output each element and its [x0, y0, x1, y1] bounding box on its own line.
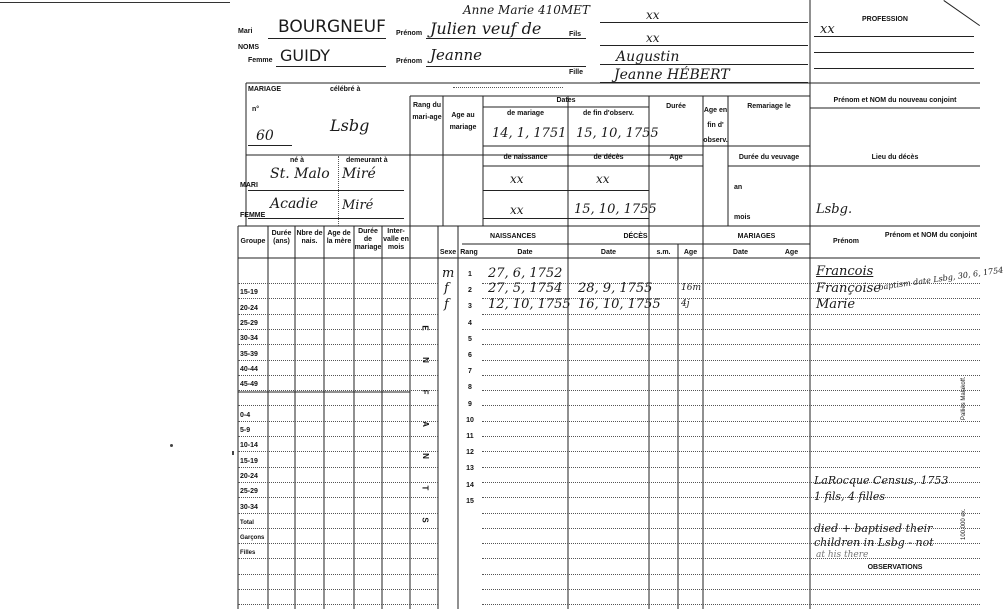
ne-demeurant-divider — [338, 156, 339, 226]
ne-a-label: né à — [290, 157, 305, 164]
row-dotted-line — [238, 375, 438, 376]
row-dotted-line — [482, 405, 980, 406]
row-dotted-line — [238, 329, 438, 330]
row-dotted-line — [238, 528, 438, 529]
duree-veuvage-label: Durée du veuvage — [738, 154, 800, 161]
deces-date-label: Date — [600, 249, 617, 256]
child-3-prenom: Marie — [816, 297, 856, 312]
nouveau-conjoint-label: Prénom et NOM du nouveau conjoint — [833, 97, 957, 104]
row-dotted-line — [482, 558, 980, 559]
profession-line-1 — [814, 36, 974, 37]
group-label: 20-24 — [240, 472, 258, 480]
de-mariage-label: de mariage — [507, 110, 544, 117]
demeurant-label: demeurant à — [346, 157, 388, 164]
mari-surname: BOURGNEUF — [278, 17, 386, 37]
vertical-letter: S — [420, 517, 430, 523]
nbre-label: Nbre de nais. — [296, 230, 323, 245]
row-dotted-line — [482, 467, 980, 468]
group-label: 15-19 — [240, 289, 258, 297]
group-label: 35-39 — [240, 350, 258, 358]
group-label: 0-4 — [240, 411, 251, 419]
observation-note-1: died + baptised their — [814, 522, 933, 535]
child-1-sexe: m — [442, 266, 455, 281]
row-dotted-line — [482, 360, 980, 361]
rank-number: 6 — [468, 352, 472, 359]
group-label: Filles — [240, 550, 256, 557]
observation-note-3: at his there — [816, 550, 869, 560]
rank-number: 8 — [468, 384, 472, 392]
profession-line-3 — [814, 68, 974, 69]
group-label: 25-29 — [240, 488, 258, 496]
rank-number: 7 — [468, 368, 472, 376]
fils-line-1 — [600, 22, 808, 23]
row-dotted-line — [238, 436, 438, 437]
mois-label: mois — [734, 214, 751, 221]
vertical-letter: T — [420, 485, 430, 491]
celebre-label: célébré à — [330, 86, 361, 93]
group-label: 25-29 — [240, 319, 258, 327]
fille-value-2: Jeanne HÉBERT — [614, 67, 730, 83]
family-reconstitution-form — [238, 0, 1004, 609]
side-label-1: Palliès Malakoff. — [961, 376, 967, 420]
child-3-naissance: 12, 10, 1755 — [488, 297, 571, 312]
femme-lieu-deces-value: Lsbg. — [816, 202, 853, 217]
vertical-letter: A — [420, 421, 430, 427]
observations-label: OBSERVATIONS — [867, 564, 923, 571]
deces-age-label: Age — [683, 249, 698, 256]
naissance-label: de naissance — [503, 154, 548, 161]
mari-row-label: MARI — [240, 182, 258, 189]
row-dotted-line — [238, 467, 438, 468]
mari-naissance-value: xx — [510, 172, 524, 186]
date-mariage-value: 14, 1, 1751 — [492, 126, 567, 141]
naissance-date-label: Date — [517, 249, 533, 256]
child-3-age: 4j — [681, 299, 690, 309]
group-label: 5-9 — [240, 427, 251, 434]
row-dotted-line — [238, 482, 438, 483]
child-3-sexe: f — [444, 297, 449, 312]
row-dotted-line — [238, 344, 438, 345]
group-label: Garçons — [240, 535, 265, 542]
child-3-deces: 16, 10, 1755 — [578, 297, 661, 312]
fin-obs-label: de fin d'observ. — [583, 110, 634, 117]
age-label-2: Age — [669, 154, 683, 161]
fille-value-1: Augustin — [616, 49, 680, 65]
sm-label: s.m. — [656, 249, 671, 256]
row-dotted-line — [482, 497, 980, 498]
row-dotted-line — [482, 329, 980, 330]
row-dotted-line — [238, 298, 438, 299]
mari-prenom: Julien veuf de — [430, 19, 542, 38]
fils-value-1: xx — [646, 8, 660, 22]
rank-number: 13 — [466, 465, 474, 473]
femme-deces-value: 15, 10, 1755 — [574, 202, 657, 217]
duree-mariage-label: Durée de mariage — [354, 228, 382, 251]
row-dotted-line — [482, 314, 980, 315]
profession-line-2 — [814, 52, 974, 53]
group-label: 30-34 — [240, 335, 258, 343]
date-fin-value: 15, 10, 1755 — [576, 126, 659, 141]
row-dotted-line — [238, 543, 438, 544]
row-dotted-line — [238, 360, 438, 361]
row-dotted-line — [238, 405, 438, 406]
fille-line-2 — [600, 82, 808, 83]
group-label: 10-14 — [240, 442, 258, 450]
row-dotted-line — [482, 589, 980, 590]
prenom-label-mari: Prénom — [396, 30, 423, 37]
femme-surname-line — [276, 66, 386, 67]
rank-number: 10 — [466, 416, 474, 424]
mari-row-line — [248, 190, 404, 191]
femme-ne-value: Acadie — [270, 196, 319, 212]
femme-prenom-line — [426, 66, 586, 67]
age-fin-label: Age en fin d' observ. — [703, 107, 728, 144]
row-dotted-line — [482, 344, 980, 345]
group-label: 30-34 — [240, 503, 258, 511]
fille-line-1 — [600, 64, 808, 65]
mariage-label: MARIAGE — [248, 86, 282, 93]
row-dotted-line — [482, 513, 980, 514]
row-dotted-line — [238, 513, 438, 514]
sexe-label: Sexe — [439, 249, 457, 256]
mari-prenom-line — [426, 38, 586, 39]
vertical-letter: E — [420, 325, 430, 331]
row-dotted-line — [238, 390, 438, 391]
mari-dates-line — [483, 190, 649, 191]
row-dotted-line — [238, 558, 438, 559]
mari-deces-value: xx — [596, 172, 610, 186]
row-dotted-line — [238, 604, 438, 605]
child-2-note: baptism date Lsbg, 30, 6, 1754 — [877, 265, 1004, 292]
vertical-letter: N — [420, 453, 430, 459]
age-label: Age au mariage — [449, 112, 477, 131]
mari-ne-value: St. Malo — [270, 166, 330, 182]
deces-label: de décès — [593, 154, 624, 161]
rank-number: 5 — [468, 335, 472, 343]
no-label: n° — [252, 106, 260, 113]
top-note: Anne Marie 410MET — [463, 3, 590, 17]
femme-dates-line — [483, 218, 649, 219]
femme-surname: GUIDY — [280, 46, 331, 65]
rank-number: 12 — [466, 449, 474, 457]
child-2-sexe: f — [444, 281, 449, 296]
scan-speck-2 — [232, 451, 234, 455]
row-dotted-line — [482, 574, 980, 575]
scan-speck-1 — [170, 444, 173, 447]
census-note-1: LaRocque Census, 1753 — [814, 474, 949, 487]
intervalle-label: Inter-valle en mois — [383, 228, 409, 251]
mari-surname-line — [268, 38, 386, 39]
vertical-letter: F — [420, 389, 430, 395]
vertical-letter: N — [420, 357, 430, 363]
naissances-label: NAISSANCES — [490, 233, 536, 240]
femme-row-line — [248, 218, 404, 219]
en-label: an — [734, 184, 743, 191]
rank-number: 14 — [466, 481, 474, 489]
observation-note-2: children in Lsbg - not — [814, 536, 934, 549]
noms-label: NOMS — [238, 44, 259, 51]
census-note-2: 1 fils, 4 filles — [814, 490, 886, 503]
group-label: 20-24 — [240, 304, 258, 312]
rank-number: 2 — [468, 287, 472, 295]
femme-label: Femme — [248, 57, 273, 64]
rank-number: 15 — [466, 497, 474, 505]
row-dotted-line — [238, 589, 438, 590]
row-dotted-line — [482, 421, 980, 422]
row-dotted-line — [482, 436, 980, 437]
rank-number: 11 — [466, 433, 474, 440]
no-line — [248, 145, 292, 146]
child-2-age: 16m — [681, 283, 701, 293]
rank-number: 1 — [468, 271, 472, 278]
mari-label: Mari — [238, 28, 253, 35]
group-label: 45-49 — [240, 381, 258, 389]
group-label: Total — [240, 519, 254, 526]
femme-row-label: FEMME — [240, 212, 266, 219]
conjoint-col-label: Prénom et NOM du conjoint — [884, 232, 978, 239]
rank-number: 4 — [468, 319, 472, 327]
mariage-date-label: Date — [732, 249, 749, 256]
row-dotted-line — [238, 574, 438, 575]
duree-ans-label: Durée (ans) — [271, 230, 292, 245]
deces-col-label: DÉCÈS — [623, 233, 648, 240]
femme-prenom: Jeanne — [430, 46, 483, 64]
fils-label: Fils — [569, 31, 582, 38]
fils-line-2 — [600, 45, 808, 46]
scan-edge-line — [0, 2, 230, 3]
femme-naissance-value: xx — [510, 203, 524, 217]
profession-value: xx — [820, 22, 835, 37]
side-label-2: 100.000 ex. — [961, 508, 967, 540]
group-label: 40-44 — [240, 365, 258, 373]
lieu-deces-label: Lieu du décès — [871, 154, 919, 161]
mariage-age-label: Age — [784, 249, 799, 256]
group-label: 15-19 — [240, 457, 258, 465]
row-dotted-line — [238, 421, 438, 422]
profession-label: PROFESSION — [862, 16, 908, 23]
femme-prenom-dotline — [453, 87, 563, 88]
row-dotted-line — [482, 451, 980, 452]
row-dotted-line — [482, 375, 980, 376]
child-2-deces: 28, 9, 1755 — [578, 281, 653, 296]
child-2-prenom: Françoise — [816, 281, 881, 296]
row-dotted-line — [238, 314, 438, 315]
row-dotted-line — [482, 604, 980, 605]
duree-label: Durée — [666, 103, 686, 110]
row-dotted-line — [238, 283, 438, 284]
fils-value-2: xx — [646, 31, 660, 45]
row-dotted-line — [238, 497, 438, 498]
child-1-prenom: Francois — [816, 264, 874, 279]
mariages-label: MARIAGES — [737, 233, 776, 240]
rank-number: 3 — [468, 303, 472, 311]
prenom-label-femme: Prénom — [396, 58, 423, 65]
fille-label: Fille — [569, 69, 584, 76]
place-value: Lsbg — [330, 116, 370, 135]
mari-demeurant-value: Miré — [342, 166, 376, 182]
child-2-naissance: 27, 5, 1754 — [488, 281, 563, 296]
no-value: 60 — [256, 128, 274, 144]
child-1-naissance: 27, 6, 1752 — [488, 266, 563, 281]
groupe-label: Groupe — [240, 238, 266, 245]
rang-label: Rang du mari-age — [412, 102, 442, 121]
dates-label: Dates — [556, 97, 576, 104]
row-dotted-line — [482, 390, 980, 391]
prenom-col-label: Prénom — [832, 238, 860, 245]
remariage-label: Remariage le — [747, 103, 791, 110]
row-dotted-line — [238, 451, 438, 452]
rang-col-label: Rang — [460, 249, 478, 256]
age-mere-label: Age de la mère — [326, 230, 352, 245]
rank-number: 9 — [468, 400, 472, 408]
femme-demeurant-value: Miré — [342, 198, 374, 213]
